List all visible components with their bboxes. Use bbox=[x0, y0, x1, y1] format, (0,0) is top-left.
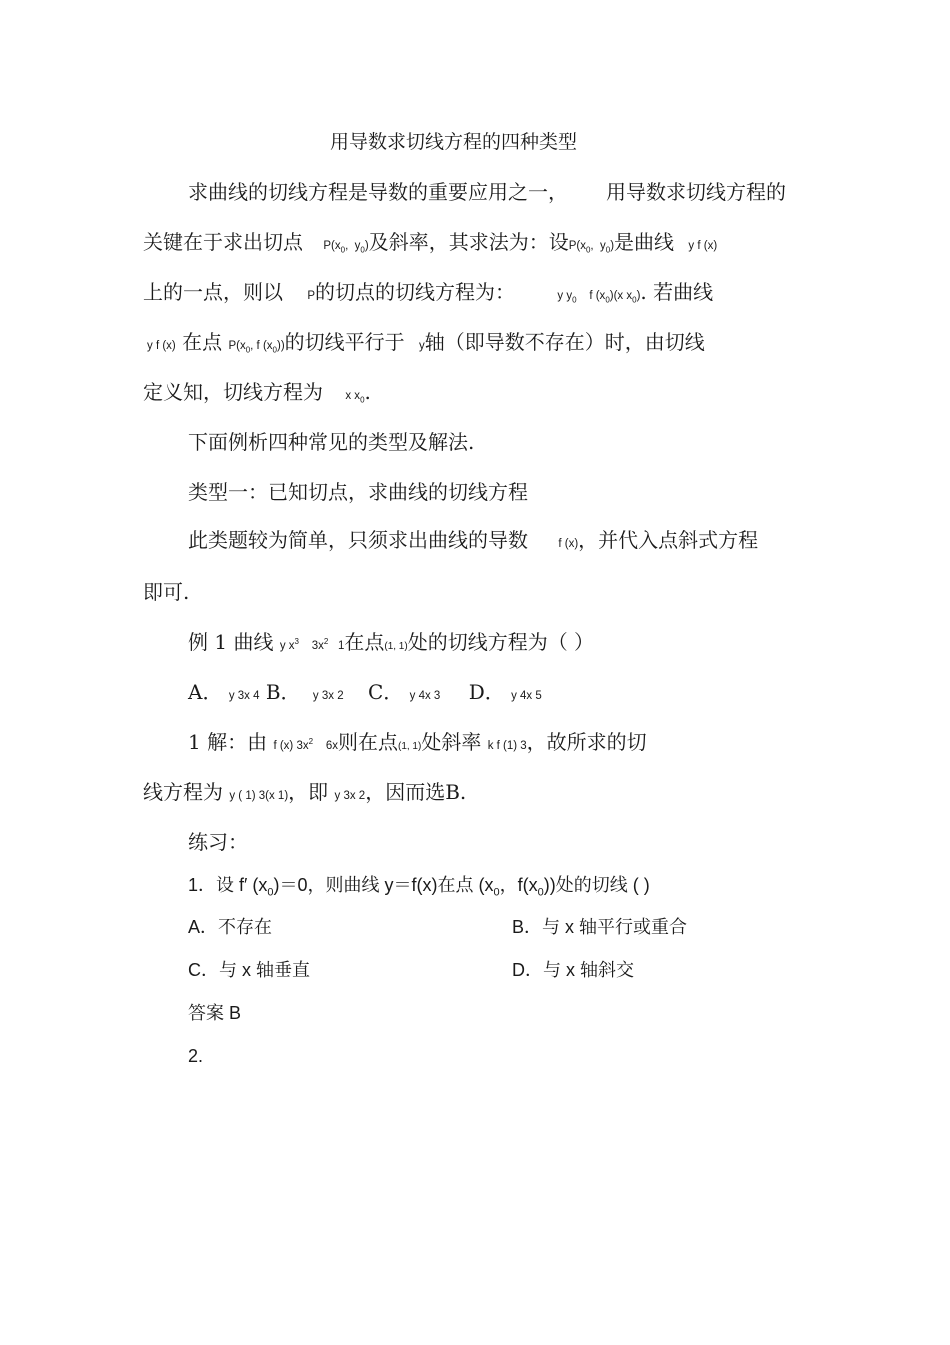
math-tangent-eq: y ( 1) 3(x 1) bbox=[229, 790, 289, 802]
body-text: 在点 bbox=[344, 630, 385, 654]
math-point: (1, 1) bbox=[397, 741, 422, 752]
intro-line-1 bbox=[188, 180, 786, 204]
intro-text: 轴（即导数不存在）时，由切线 bbox=[424, 330, 705, 354]
option-b-label: B． bbox=[265, 680, 301, 704]
practice-question-2: 2. bbox=[188, 1046, 204, 1066]
example-1-options bbox=[188, 680, 542, 708]
body-text: 则在点 bbox=[337, 730, 398, 754]
intro-text: 是曲线 bbox=[614, 230, 675, 254]
body-text: 线方程为 bbox=[143, 780, 223, 804]
option-a-label: A． bbox=[188, 680, 223, 704]
intro-line-4 bbox=[147, 330, 705, 362]
practice-options-row-2 bbox=[188, 958, 635, 982]
body-text: 处斜率 bbox=[421, 730, 482, 754]
practice-question-1 bbox=[188, 872, 650, 905]
intro-line-3 bbox=[143, 280, 713, 312]
math-curve: y $x^3$ $3x^2$ 1 bbox=[279, 637, 345, 652]
intro-text: 关键在于求出切点 bbox=[143, 230, 303, 254]
paragraph-types: 下面例析四种常见的类型及解法. bbox=[188, 430, 475, 454]
option-c-value: y 4x 3 bbox=[409, 690, 441, 702]
option-d-label: D． bbox=[468, 680, 505, 704]
math-tangent-eq: y $y_0$ f $(x_0)(x$ $x_0$) bbox=[557, 290, 641, 305]
math-p: P bbox=[307, 290, 316, 302]
intro-text: 定义知，切线方程为 bbox=[143, 380, 323, 404]
solution-label: 1 解：由 bbox=[188, 730, 268, 754]
body-text: ，即 bbox=[288, 780, 329, 804]
body-text: 此类题较为简单，只须求出曲线的导数 bbox=[188, 528, 528, 552]
practice-options-row-1 bbox=[188, 915, 688, 939]
intro-text: 的切点的切线方程为： bbox=[315, 280, 516, 304]
practice-option-c: C．与 x 轴垂直 bbox=[188, 960, 311, 980]
intro-line-2 bbox=[143, 230, 717, 262]
type1-description-end: 即可. bbox=[143, 580, 190, 604]
math-answer-eq: y 3x 2 bbox=[334, 790, 366, 802]
math-point: $P(x_0$, $y_0$) bbox=[323, 240, 369, 255]
math-derivative: f (x) $3x^2$ 6x bbox=[273, 737, 338, 752]
math-point: (1, 1) bbox=[384, 641, 408, 652]
solution-line-1 bbox=[188, 730, 647, 759]
body-text: ，因而选B. bbox=[365, 780, 467, 804]
practice-option-b: B．与 x 轴平行或重合 bbox=[512, 917, 688, 937]
solution-line-2 bbox=[143, 780, 466, 808]
practice-option-d: D．与 x 轴斜交 bbox=[512, 960, 635, 980]
intro-text: . 若曲线 bbox=[640, 280, 714, 304]
page-title: 用导数求切线方程的四种类型 bbox=[330, 131, 578, 153]
type1-description bbox=[188, 528, 758, 556]
section-heading-type1: 类型一：已知切点，求曲线的切线方程 bbox=[188, 480, 528, 504]
practice-heading: 练习： bbox=[188, 830, 248, 854]
intro-text: 及斜率，其求法为：设 bbox=[368, 230, 569, 254]
body-text: ，故所求的切 bbox=[526, 730, 647, 754]
math-point: $P(x_0$, f $(x_0)$) bbox=[228, 340, 285, 355]
body-text: 处的切线方程为（ ） bbox=[407, 630, 595, 654]
math-curve: y f (x) bbox=[147, 340, 176, 352]
option-c-label: C． bbox=[367, 680, 404, 704]
math-point: $P(x_0$, $y_0$) bbox=[568, 240, 615, 255]
math-slope: k f (1) 3 bbox=[487, 740, 527, 752]
intro-text: 求曲线的切线方程是导数的重要应用之一， bbox=[188, 180, 568, 204]
math-derivative: f (x) bbox=[558, 538, 579, 550]
option-d-value: y 4x 5 bbox=[511, 690, 542, 702]
intro-text: 用导数求切线方程的 bbox=[606, 180, 786, 204]
option-b-value: y 3x 2 bbox=[312, 690, 344, 702]
intro-text: 上的一点，则以 bbox=[143, 280, 283, 304]
math-curve: y f (x) bbox=[688, 240, 718, 252]
intro-text: 在点 bbox=[182, 330, 223, 354]
intro-line-5 bbox=[143, 380, 371, 412]
intro-text: . bbox=[364, 380, 371, 404]
question-text: 1．设 f′ $(x_0)=0$，则曲线 y＝f(x)在点 ($x_0$，$f(x_0)$)处的切线 ( ) bbox=[188, 875, 650, 899]
option-a-value: y 3x 4 bbox=[228, 690, 260, 702]
example-label: 例 1 曲线 bbox=[188, 630, 274, 654]
body-text: ，并代入点斜式方程 bbox=[578, 528, 759, 552]
example-1 bbox=[188, 630, 594, 659]
practice-answer: 答案 B bbox=[188, 1003, 242, 1023]
math-vertical-eq: x $x_0$ bbox=[345, 390, 365, 405]
practice-option-a: A．不存在 bbox=[188, 917, 273, 937]
math-y: y bbox=[419, 340, 425, 352]
intro-text: 的切线平行于 bbox=[284, 330, 405, 354]
